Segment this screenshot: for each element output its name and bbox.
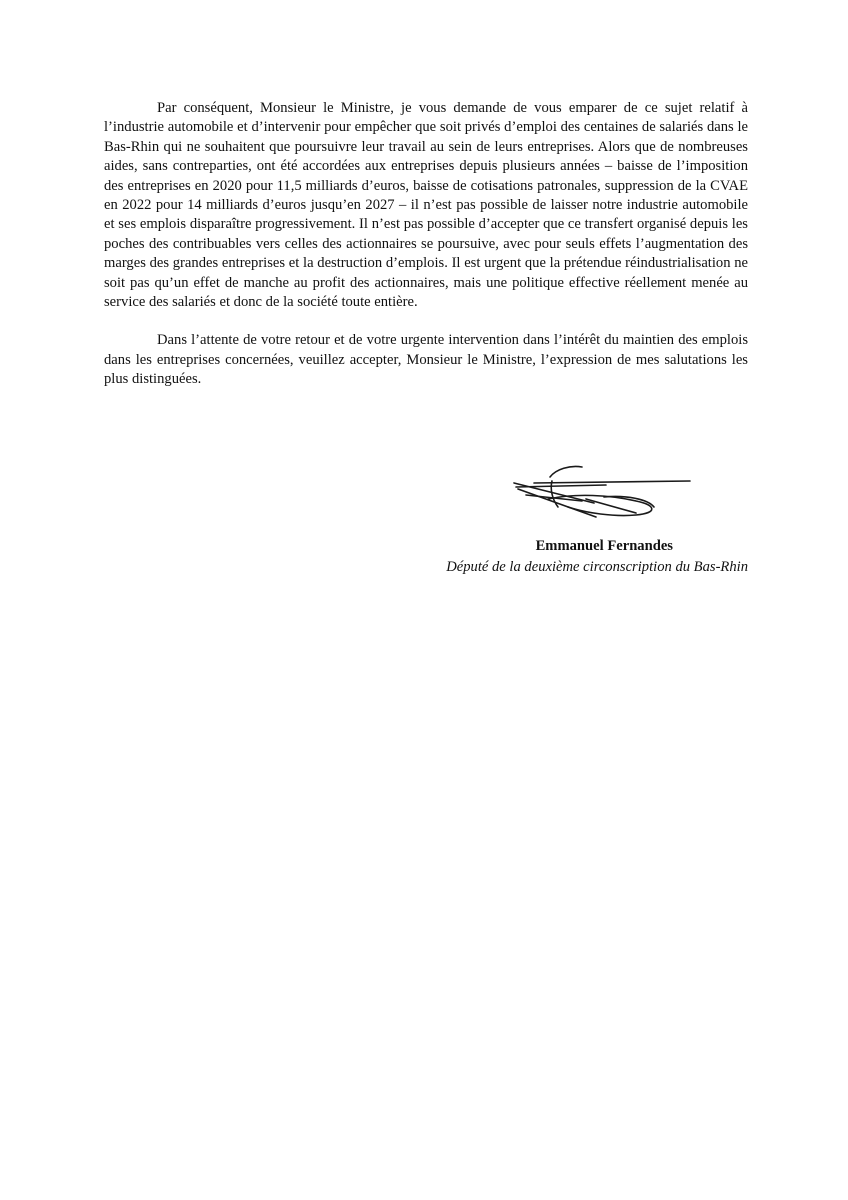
letter-body [104, 99, 748, 390]
handwritten-signature-icon [486, 455, 716, 535]
signer-name: Emmanuel Fernandes [535, 538, 673, 554]
letter-paragraph-request: Par conséquent, Monsieur le Ministre, je vous demande de vous emparer de ce sujet relatif à l’industrie automobile et d’intervenir pour empêcher que soit privés d’emploi des centaines de salariés dans le Bas-Rhin qui ne souhaitent que poursuivre leur travail au sein de leurs entreprises. Alors que de nombreuses aides, sans contreparties, ont été accordées aux entreprises depuis plusieurs années – baisse de l’imposition des entreprises en 2020 pour 11,5 milliards d’euros, baisse de cotisations patronales, suppression de la CVAE en 2022 pour 14 milliards d’euros jusqu’en 2027 – il n’est pas possible de laisser notre industrie automobile et ses emplois disparaître progressivement. Il n’est pas possible d’accepter que ce transfert organisé depuis les poches des contribuables vers celles des actionnaires se poursuive, avec pour seuls effets l’augmentation des marges des grandes entreprises et la destruction d’emplois. Il est urgent que la prétendue réindustrialisation ne soit pas qu’un effet de manche au profit des actionnaires, mais une politique effective réellement menée au service des salariés et donc de la société toute entière. [104, 100, 748, 311]
letter-paragraph-closing: Dans l’attente de votre retour et de votre urgente intervention dans l’intérêt du maintien des emplois dans les entreprises concernées, veuillez accepter, Monsieur le Ministre, l’expression de mes salutations les plus distinguées. [104, 332, 748, 388]
signer-title: Député de la deuxième circonscription du Bas-Rhin [446, 559, 748, 575]
